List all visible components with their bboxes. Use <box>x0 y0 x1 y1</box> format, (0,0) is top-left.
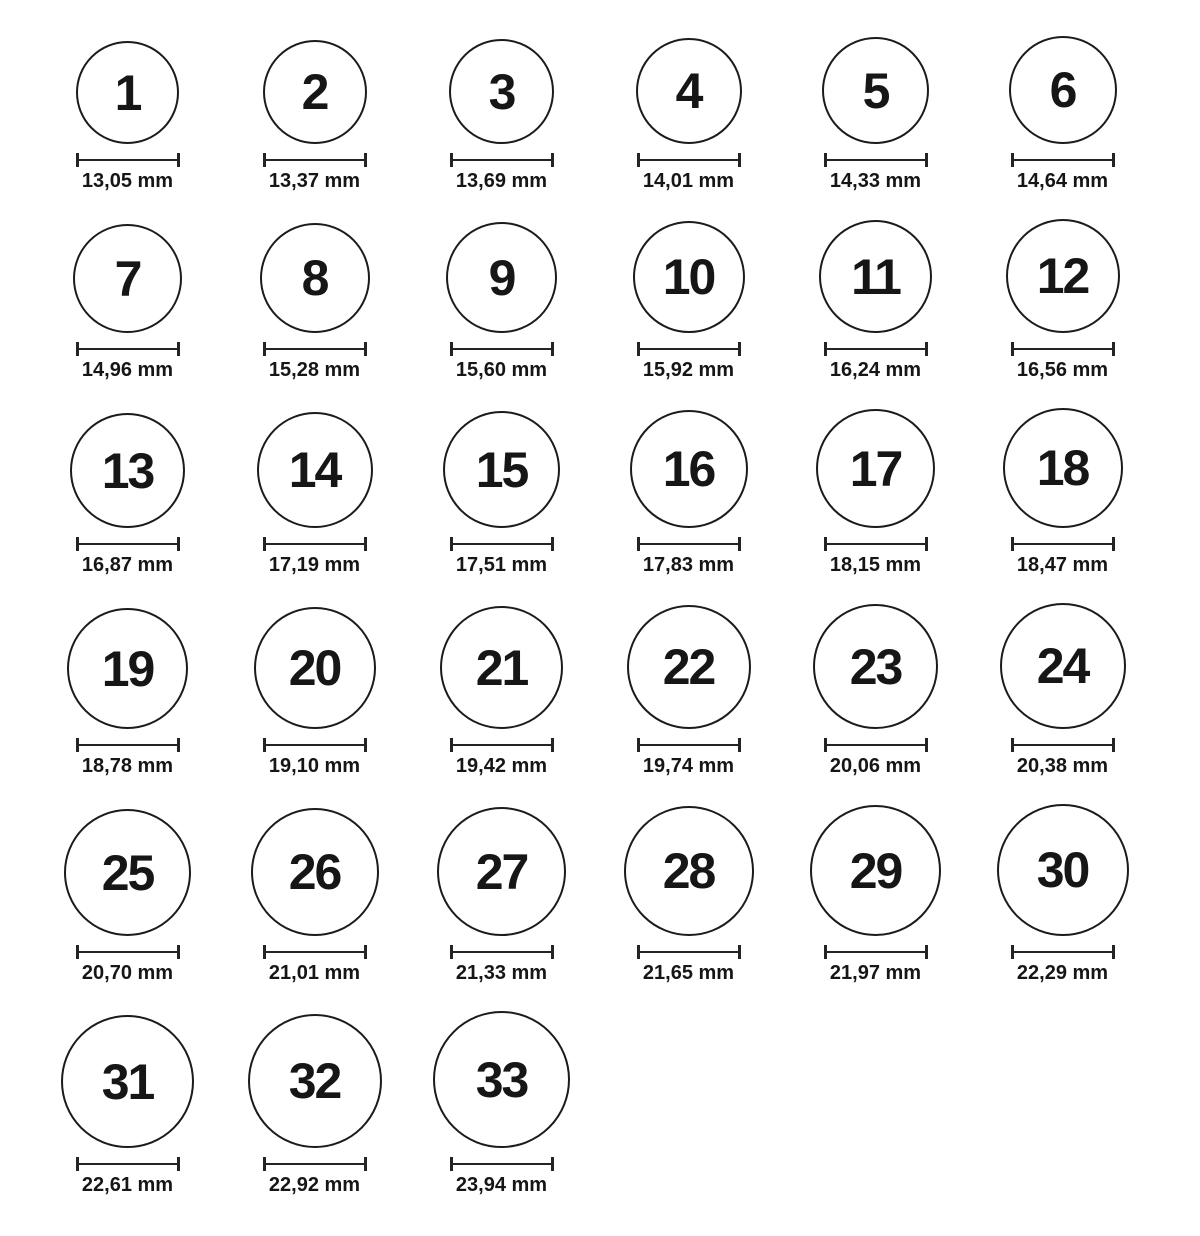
diameter-measure-bar <box>637 945 741 959</box>
ring-item <box>595 221 782 382</box>
ring-item <box>782 409 969 577</box>
diameter-measure-bar <box>450 342 554 356</box>
ring-diameter-label: 14,96 mm <box>81 359 174 381</box>
ring-size-number: 9 <box>488 249 515 306</box>
ring-circle <box>633 221 745 333</box>
diameter-measure-bar <box>263 342 367 356</box>
ring-grid <box>34 36 1156 1197</box>
ring-diameter-label: 21,33 mm <box>455 962 548 984</box>
ring-item <box>221 808 408 985</box>
ring-diameter-label: 20,06 mm <box>829 755 922 777</box>
diameter-measure-bar <box>1011 945 1115 959</box>
ring-circle <box>446 222 557 333</box>
ring-diameter-label: 22,92 mm <box>268 1174 361 1196</box>
ring-item <box>408 222 595 382</box>
diameter-measure-bar <box>76 153 180 167</box>
ring-diameter-label: 14,01 mm <box>642 170 735 192</box>
ring-item <box>782 805 969 985</box>
ring-circle <box>630 410 748 528</box>
ring-item <box>221 607 408 778</box>
diameter-measure-bar <box>76 1157 180 1171</box>
ring-diameter-label: 21,97 mm <box>829 962 922 984</box>
diameter-measure-bar <box>263 738 367 752</box>
ring-item <box>221 412 408 577</box>
ring-circle <box>67 608 188 729</box>
ring-item <box>221 223 408 382</box>
ring-size-number: 31 <box>101 1053 154 1110</box>
ring-diameter-label: 17,19 mm <box>268 554 361 576</box>
ring-item <box>34 413 221 577</box>
ring-item <box>34 41 221 193</box>
ring-size-number: 7 <box>114 250 141 307</box>
ring-diameter-label: 16,56 mm <box>1016 359 1109 381</box>
ring-item <box>408 1011 595 1197</box>
ring-circle <box>636 38 742 144</box>
ring-circle <box>443 411 560 528</box>
ring-size-number: 29 <box>849 842 902 899</box>
ring-item <box>969 603 1156 778</box>
diameter-measure-bar <box>263 945 367 959</box>
ring-diameter-label: 14,33 mm <box>829 170 922 192</box>
ring-item <box>782 37 969 193</box>
ring-item <box>595 410 782 577</box>
ring-item <box>34 608 221 778</box>
ring-size-number: 10 <box>662 249 715 305</box>
ring-diameter-label: 16,24 mm <box>829 359 922 381</box>
diameter-measure-bar <box>450 153 554 167</box>
ring-circle <box>813 604 938 729</box>
ring-size-number: 33 <box>475 1051 528 1108</box>
ring-item <box>782 220 969 382</box>
ring-circle <box>433 1011 570 1148</box>
diameter-measure-bar <box>1011 153 1115 167</box>
ring-size-number: 8 <box>301 250 328 306</box>
ring-size-number: 24 <box>1036 638 1089 694</box>
ring-size-number: 17 <box>849 440 902 497</box>
ring-circle <box>1003 408 1123 528</box>
ring-diameter-label: 13,69 mm <box>455 170 548 192</box>
ring-diameter-label: 17,83 mm <box>642 554 735 576</box>
ring-size-number: 14 <box>288 442 341 498</box>
diameter-measure-bar <box>76 537 180 551</box>
diameter-measure-bar <box>450 537 554 551</box>
ring-diameter-label: 19,42 mm <box>455 755 548 777</box>
ring-size-chart-page <box>0 36 1200 1236</box>
ring-diameter-label: 15,28 mm <box>268 359 361 381</box>
diameter-measure-bar <box>824 537 928 551</box>
diameter-measure-bar <box>263 153 367 167</box>
ring-circle <box>257 412 373 528</box>
ring-size-number: 11 <box>851 248 900 305</box>
ring-diameter-label: 15,92 mm <box>642 359 735 381</box>
ring-diameter-label: 19,74 mm <box>642 755 735 777</box>
ring-size-number: 12 <box>1036 248 1089 304</box>
diameter-measure-bar <box>637 738 741 752</box>
ring-diameter-label: 18,47 mm <box>1016 554 1109 576</box>
ring-circle <box>263 40 367 144</box>
ring-circle <box>76 41 179 144</box>
ring-item <box>969 804 1156 985</box>
ring-size-number: 26 <box>288 844 341 900</box>
ring-item <box>969 36 1156 193</box>
ring-size-number: 18 <box>1036 440 1089 496</box>
ring-diameter-label: 14,64 mm <box>1016 170 1109 192</box>
ring-size-number: 19 <box>101 640 154 697</box>
ring-item <box>408 807 595 985</box>
ring-size-number: 1 <box>114 64 141 121</box>
ring-circle <box>627 605 751 729</box>
ring-diameter-label: 21,01 mm <box>268 962 361 984</box>
ring-circle <box>819 220 932 333</box>
ring-diameter-label: 15,60 mm <box>455 359 548 381</box>
ring-item <box>408 39 595 193</box>
ring-diameter-label: 20,70 mm <box>81 962 174 984</box>
ring-size-number: 5 <box>862 62 889 119</box>
ring-size-number: 23 <box>849 638 902 695</box>
diameter-measure-bar <box>824 738 928 752</box>
ring-circle <box>1000 603 1126 729</box>
ring-circle <box>822 37 929 144</box>
ring-diameter-label: 17,51 mm <box>455 554 548 576</box>
diameter-measure-bar <box>450 1157 554 1171</box>
diameter-measure-bar <box>637 537 741 551</box>
ring-diameter-label: 16,87 mm <box>81 554 174 576</box>
ring-diameter-label: 19,10 mm <box>268 755 361 777</box>
ring-item <box>595 605 782 778</box>
ring-size-number: 13 <box>101 442 154 499</box>
ring-size-number: 6 <box>1049 62 1076 118</box>
ring-size-number: 22 <box>662 639 715 695</box>
ring-circle <box>61 1015 194 1148</box>
ring-item <box>782 604 969 778</box>
ring-circle <box>816 409 935 528</box>
ring-circle <box>449 39 554 144</box>
ring-circle <box>70 413 185 528</box>
ring-item <box>221 40 408 193</box>
diameter-measure-bar <box>450 738 554 752</box>
ring-diameter-label: 21,65 mm <box>642 962 735 984</box>
ring-size-number: 32 <box>288 1053 341 1109</box>
ring-item <box>221 1014 408 1197</box>
ring-circle <box>810 805 941 936</box>
diameter-measure-bar <box>824 342 928 356</box>
ring-circle <box>1006 219 1120 333</box>
ring-size-number: 30 <box>1036 842 1089 898</box>
ring-circle <box>73 224 182 333</box>
ring-diameter-label: 22,29 mm <box>1016 962 1109 984</box>
ring-size-number: 3 <box>488 63 515 120</box>
diameter-measure-bar <box>450 945 554 959</box>
ring-circle <box>997 804 1129 936</box>
ring-diameter-label: 20,38 mm <box>1016 755 1109 777</box>
diameter-measure-bar <box>76 738 180 752</box>
ring-size-number: 25 <box>101 844 154 901</box>
ring-size-number: 15 <box>475 441 528 498</box>
ring-diameter-label: 23,94 mm <box>455 1174 548 1196</box>
ring-size-number: 27 <box>475 843 528 900</box>
ring-item <box>408 411 595 577</box>
ring-diameter-label: 18,78 mm <box>81 755 174 777</box>
ring-circle <box>1009 36 1117 144</box>
diameter-measure-bar <box>1011 342 1115 356</box>
ring-diameter-label: 18,15 mm <box>829 554 922 576</box>
ring-diameter-label: 22,61 mm <box>81 1174 174 1196</box>
diameter-measure-bar <box>824 153 928 167</box>
ring-size-number: 28 <box>662 843 715 899</box>
diameter-measure-bar <box>1011 537 1115 551</box>
ring-size-number: 16 <box>662 441 715 497</box>
ring-diameter-label: 13,05 mm <box>81 170 174 192</box>
ring-item <box>595 38 782 193</box>
ring-circle <box>248 1014 382 1148</box>
ring-item <box>34 809 221 985</box>
ring-circle <box>437 807 566 936</box>
ring-circle <box>624 806 754 936</box>
ring-item <box>595 806 782 985</box>
ring-circle <box>64 809 191 936</box>
ring-item <box>408 606 595 778</box>
diameter-measure-bar <box>263 1157 367 1171</box>
ring-item <box>34 224 221 382</box>
ring-circle <box>440 606 563 729</box>
diameter-measure-bar <box>637 342 741 356</box>
ring-circle <box>260 223 370 333</box>
ring-size-number: 21 <box>475 639 528 696</box>
diameter-measure-bar <box>1011 738 1115 752</box>
ring-circle <box>251 808 379 936</box>
diameter-measure-bar <box>263 537 367 551</box>
diameter-measure-bar <box>637 153 741 167</box>
ring-diameter-label: 13,37 mm <box>268 170 361 192</box>
diameter-measure-bar <box>76 342 180 356</box>
ring-size-number: 2 <box>301 64 328 120</box>
ring-item <box>969 219 1156 382</box>
ring-circle <box>254 607 376 729</box>
ring-item <box>969 408 1156 577</box>
ring-size-number: 4 <box>675 63 702 119</box>
diameter-measure-bar <box>824 945 928 959</box>
ring-size-number: 20 <box>288 640 341 696</box>
ring-item <box>34 1015 221 1197</box>
diameter-measure-bar <box>76 945 180 959</box>
